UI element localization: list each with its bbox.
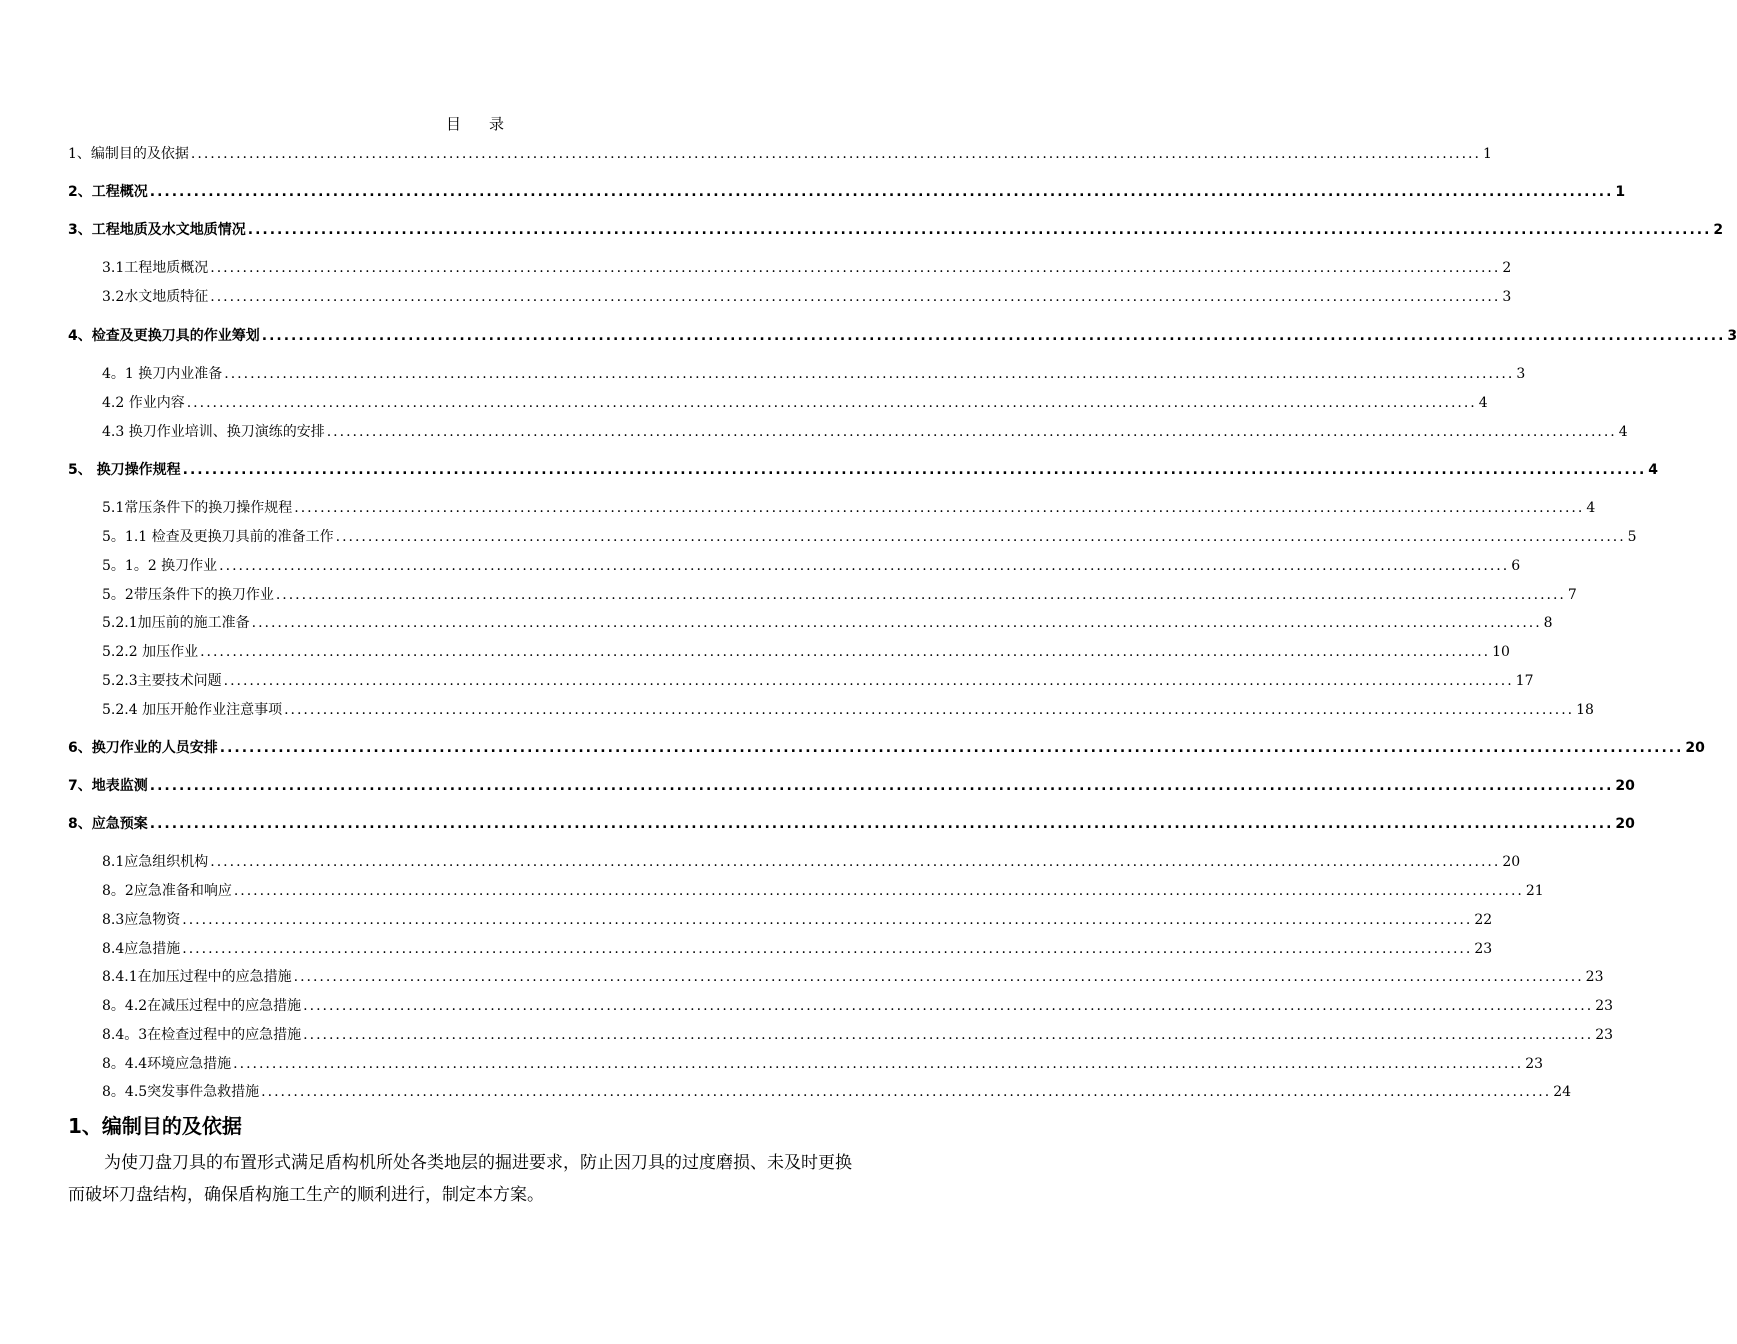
- toc-entry-page: 2: [1502, 260, 1512, 276]
- toc-entry-label: 7、地表监测: [68, 778, 148, 794]
- toc-entry-leader: ........................................................................................................................................................................................................: [275, 587, 1566, 603]
- toc-entry-page: 2: [1713, 222, 1724, 238]
- toc-entry[interactable]: [0, 325, 1737, 347]
- toc-entry-leader: ........................................................................................................................................................................................................: [182, 941, 1473, 957]
- toc-entry-page: 7: [1567, 587, 1577, 603]
- toc-entry-label: 2、工程概况: [68, 184, 148, 200]
- toc-entry[interactable]: [0, 421, 1628, 443]
- toc-entry[interactable]: [0, 257, 1512, 279]
- toc-entry-page: 22: [1474, 912, 1493, 928]
- toc-entry-label: 4。1 换刀内业准备: [102, 366, 223, 382]
- toc-entry-label: 8.4应急措施: [102, 941, 181, 957]
- toc-entry-label: 5。2带压条件下的换刀作业: [102, 587, 274, 603]
- toc-entry-leader: ........................................................................................................................................................................................................: [261, 328, 1726, 344]
- toc-entry-label: 5.2.1加压前的施工准备: [102, 615, 250, 631]
- toc-entry[interactable]: [0, 670, 1534, 692]
- toc-entry-label: 8。4.5突发事件急救措施: [102, 1084, 260, 1100]
- toc-entry-page: 24: [1553, 1084, 1572, 1100]
- toc-entry-label: 8。4.4环境应急措施: [102, 1056, 232, 1072]
- toc-entry-label: 3.2水文地质特征: [102, 289, 209, 305]
- toc-entry[interactable]: [0, 966, 1604, 988]
- toc-entry-page: 5: [1627, 529, 1637, 545]
- toc-entry-label: 8.4。3在检查过程中的应急措施: [102, 1027, 302, 1043]
- toc-entry-leader: ........................................................................................................................................................................................................: [186, 395, 1477, 411]
- toc-entry-label: 8.4.1在加压过程中的应急措施: [102, 969, 292, 985]
- toc-entry-leader: ........................................................................................................................................................................................................: [210, 854, 1501, 870]
- toc-entry-label: 8.3应急物资: [102, 912, 181, 928]
- toc-entry-leader: ........................................................................................................................................................................................................: [233, 1056, 1524, 1072]
- toc-entry-page: 21: [1525, 883, 1544, 899]
- toc-entry[interactable]: [0, 1053, 1544, 1075]
- toc-entry-page: 8: [1543, 615, 1553, 631]
- toc-title-left: 目: [445, 115, 461, 133]
- toc-entry[interactable]: [0, 641, 1510, 663]
- toc-entry[interactable]: [0, 880, 1544, 902]
- toc-entry-page: 23: [1525, 1056, 1544, 1072]
- toc-entry-page: 23: [1595, 1027, 1614, 1043]
- toc-entry-page: 4: [1648, 462, 1659, 478]
- toc-entry-leader: ........................................................................................................................................................................................................: [190, 146, 1481, 162]
- toc-entry-leader: ........................................................................................................................................................................................................: [233, 883, 1524, 899]
- toc-entry-leader: ........................................................................................................................................................................................................: [284, 702, 1575, 718]
- toc-entry-leader: ........................................................................................................................................................................................................: [223, 673, 1514, 689]
- toc-entry-leader: ........................................................................................................................................................................................................: [247, 222, 1712, 238]
- toc-entry[interactable]: [0, 909, 1493, 931]
- toc-entry-label: 4、检查及更换刀具的作业筹划: [68, 328, 260, 344]
- toc-entry-leader: ........................................................................................................................................................................................................: [182, 462, 1647, 478]
- toc-entry-leader: ........................................................................................................................................................................................................: [149, 184, 1614, 200]
- toc-entry-label: 5、 换刀操作规程: [68, 462, 181, 478]
- toc-entry-page: 18: [1576, 702, 1594, 718]
- toc-entry-page: 23: [1474, 941, 1493, 957]
- section-heading: 1、编制目的及依据: [68, 1114, 242, 1138]
- toc-entry[interactable]: [0, 459, 1659, 481]
- toc-entry-page: 4: [1618, 424, 1628, 440]
- toc-entry-leader: ........................................................................................................................................................................................................: [335, 529, 1626, 545]
- toc-entry[interactable]: [0, 286, 1512, 308]
- toc-entry-label: 5.2.3主要技术问题: [102, 673, 222, 689]
- toc-entry[interactable]: [0, 526, 1637, 548]
- toc-entry-leader: ........................................................................................................................................................................................................: [293, 969, 1584, 985]
- toc-entry-label: 5。1.1 检查及更换刀具前的准备工作: [102, 529, 334, 545]
- toc-entry-label: 8、应急预案: [68, 816, 148, 832]
- toc-entry-page: 3: [1502, 289, 1512, 305]
- toc-entry-page: 3: [1516, 366, 1526, 382]
- toc-entry-leader: ........................................................................................................................................................................................................: [219, 740, 1684, 756]
- toc-entry[interactable]: [0, 392, 1488, 414]
- toc-entry[interactable]: [0, 775, 1635, 797]
- toc-entry-label: 5。1。2 换刀作业: [102, 558, 218, 574]
- toc-entry-leader: ........................................................................................................................................................................................................: [251, 615, 1542, 631]
- toc-entry-page: 23: [1585, 969, 1604, 985]
- toc-entry-label: 3、工程地质及水文地质情况: [68, 222, 246, 238]
- toc-entry-page: 20: [1615, 778, 1635, 794]
- toc-entry-label: 1、编制目的及依据: [68, 146, 189, 162]
- toc-entry-page: 20: [1502, 854, 1521, 870]
- toc-entry-page: 20: [1685, 740, 1705, 756]
- toc-entry-leader: ........................................................................................................................................................................................................: [182, 912, 1473, 928]
- toc-entry-leader: ........................................................................................................................................................................................................: [149, 816, 1614, 832]
- toc-entry-page: 17: [1515, 673, 1534, 689]
- body-paragraph: 为使刀盘刀具的布置形式满足盾构机所处各类地层的掘进要求，防止因刀具的过度磨损、未及时更换而破坏刀盘结构，确保盾构施工生产的顺利进行，制定本方案。: [68, 1153, 852, 1205]
- toc-entry-page: 4: [1478, 395, 1488, 411]
- toc-entry-leader: ........................................................................................................................................................................................................: [303, 1027, 1594, 1043]
- toc-entry-leader: ........................................................................................................................................................................................................: [149, 778, 1614, 794]
- toc-entry-leader: ........................................................................................................................................................................................................: [224, 366, 1515, 382]
- toc-entry-label: 8。4.2在减压过程中的应急措施: [102, 998, 302, 1014]
- toc-entry-leader: ........................................................................................................................................................................................................: [219, 558, 1510, 574]
- toc-entry-label: 5.2.4 加压开舱作业注意事项: [102, 702, 283, 718]
- toc-title-right: 录: [489, 115, 505, 133]
- toc-entry-label: 5.1常压条件下的换刀操作规程: [102, 500, 293, 516]
- toc-entry-page: 23: [1595, 998, 1614, 1014]
- toc-entry[interactable]: [0, 813, 1635, 835]
- toc-entry[interactable]: [0, 497, 1596, 519]
- toc-entry[interactable]: [0, 555, 1521, 577]
- toc-entry[interactable]: [0, 995, 1614, 1017]
- toc-entry-label: 8.1应急组织机构: [102, 854, 209, 870]
- toc-entry-page: 6: [1511, 558, 1521, 574]
- toc-entry-page: 4: [1586, 500, 1596, 516]
- toc-entry[interactable]: [0, 737, 1705, 759]
- toc-entry[interactable]: [0, 1081, 1572, 1103]
- toc-entry[interactable]: [0, 219, 1724, 241]
- toc-entry-label: 4.3 换刀作业培训、换刀演练的安排: [102, 424, 325, 440]
- toc-entry-page: 1: [1482, 146, 1492, 162]
- toc-entry[interactable]: [0, 612, 1553, 634]
- toc-entry-label: 8。2应急准备和响应: [102, 883, 232, 899]
- toc-entry[interactable]: [0, 181, 1626, 203]
- toc-entry-page: 10: [1492, 644, 1510, 660]
- toc-title: [0, 113, 950, 134]
- toc-entry-leader: ........................................................................................................................................................................................................: [210, 289, 1501, 305]
- toc-entry[interactable]: [0, 938, 1493, 960]
- toc-entry[interactable]: [0, 699, 1594, 721]
- toc-entry-leader: ........................................................................................................................................................................................................: [326, 424, 1617, 440]
- toc-entry[interactable]: [0, 143, 1492, 165]
- toc-entry[interactable]: [0, 1024, 1614, 1046]
- toc-entry-leader: ........................................................................................................................................................................................................: [261, 1084, 1552, 1100]
- toc-entry-leader: ........................................................................................................................................................................................................: [303, 998, 1594, 1014]
- toc-entry[interactable]: [0, 363, 1526, 385]
- toc-entry-label: 6、换刀作业的人员安排: [68, 740, 218, 756]
- toc-entry-label: 3.1工程地质概况: [102, 260, 209, 276]
- toc-entry[interactable]: [0, 851, 1521, 873]
- toc-entry-page: 3: [1727, 328, 1737, 344]
- toc-entry-leader: ........................................................................................................................................................................................................: [210, 260, 1501, 276]
- toc-entry-page: 1: [1615, 184, 1626, 200]
- toc-entry-label: 4.2 作业内容: [102, 395, 185, 411]
- toc-entry-label: 5.2.2 加压作业: [102, 644, 199, 660]
- toc-entry-leader: ........................................................................................................................................................................................................: [294, 500, 1585, 516]
- toc-entry[interactable]: [0, 584, 1577, 606]
- toc-entry-leader: ........................................................................................................................................................................................................: [200, 644, 1491, 660]
- toc-entry-page: 20: [1615, 816, 1635, 832]
